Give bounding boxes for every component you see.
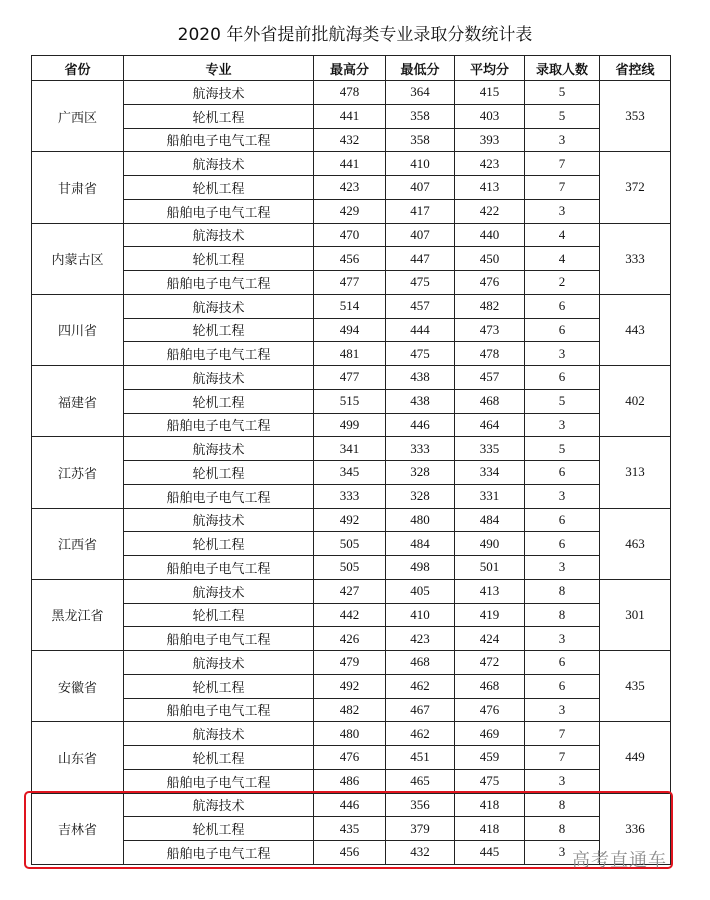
admit-count-cell: 6 (525, 651, 600, 675)
admit-count-cell: 3 (525, 413, 600, 437)
min-score-cell: 379 (386, 817, 455, 841)
major-cell: 航海技术 (124, 294, 314, 318)
admit-count-cell: 6 (525, 508, 600, 532)
max-score-cell: 477 (314, 271, 386, 295)
table-row (32, 437, 671, 461)
avg-score-cell: 423 (455, 152, 525, 176)
avg-score-cell: 418 (455, 793, 525, 817)
major-cell: 船舶电子电气工程 (124, 841, 314, 865)
min-score-cell: 438 (386, 366, 455, 390)
table-row (32, 176, 671, 200)
min-score-cell: 405 (386, 579, 455, 603)
admit-count-cell: 6 (525, 532, 600, 556)
control-line-cell: 301 (600, 579, 671, 650)
admit-count-cell: 7 (525, 722, 600, 746)
min-score-cell: 475 (386, 271, 455, 295)
avg-score-cell: 464 (455, 413, 525, 437)
admit-count-cell: 6 (525, 461, 600, 485)
major-cell: 轮机工程 (124, 318, 314, 342)
min-score-cell: 417 (386, 199, 455, 223)
min-score-cell: 446 (386, 413, 455, 437)
table-row (32, 294, 671, 318)
admit-count-cell: 3 (525, 841, 600, 865)
province-cell: 甘肃省 (32, 152, 124, 223)
major-cell: 轮机工程 (124, 603, 314, 627)
table-row (32, 271, 671, 295)
max-score-cell: 456 (314, 247, 386, 271)
avg-score-cell: 468 (455, 674, 525, 698)
min-score-cell: 498 (386, 556, 455, 580)
control-line-cell: 463 (600, 508, 671, 579)
admit-count-cell: 4 (525, 247, 600, 271)
table-row (32, 651, 671, 675)
table-row (32, 342, 671, 366)
table-row (32, 698, 671, 722)
avg-score-cell: 482 (455, 294, 525, 318)
page-title: 2020 年外省提前批航海类专业录取分数统计表 (177, 25, 533, 45)
avg-score-cell: 490 (455, 532, 525, 556)
avg-score-cell: 418 (455, 817, 525, 841)
major-cell: 航海技术 (124, 152, 314, 176)
max-score-cell: 441 (314, 104, 386, 128)
control-line-cell: 372 (600, 152, 671, 223)
table-row (32, 722, 671, 746)
min-score-cell: 444 (386, 318, 455, 342)
major-cell: 航海技术 (124, 508, 314, 532)
max-score-cell: 441 (314, 152, 386, 176)
admit-count-cell: 8 (525, 579, 600, 603)
province-cell: 江苏省 (32, 437, 124, 508)
max-score-cell: 486 (314, 769, 386, 793)
admit-count-cell: 7 (525, 152, 600, 176)
province-cell: 吉林省 (32, 793, 124, 864)
max-score-cell: 514 (314, 294, 386, 318)
header-admit-count: 录取人数 (525, 56, 600, 81)
admit-count-cell: 3 (525, 698, 600, 722)
admit-count-cell: 8 (525, 603, 600, 627)
min-score-cell: 423 (386, 627, 455, 651)
table-row (32, 579, 671, 603)
table-row (32, 532, 671, 556)
admit-count-cell: 3 (525, 342, 600, 366)
avg-score-cell: 419 (455, 603, 525, 627)
max-score-cell: 515 (314, 389, 386, 413)
table-row (32, 366, 671, 390)
max-score-cell: 426 (314, 627, 386, 651)
admit-count-cell: 7 (525, 746, 600, 770)
major-cell: 航海技术 (124, 651, 314, 675)
table-row (32, 603, 671, 627)
avg-score-cell: 415 (455, 81, 525, 105)
max-score-cell: 432 (314, 128, 386, 152)
province-cell: 四川省 (32, 294, 124, 365)
major-cell: 轮机工程 (124, 746, 314, 770)
major-cell: 船舶电子电气工程 (124, 627, 314, 651)
table-row (32, 484, 671, 508)
major-cell: 航海技术 (124, 81, 314, 105)
table-body (32, 81, 671, 865)
avg-score-cell: 475 (455, 769, 525, 793)
major-cell: 航海技术 (124, 366, 314, 390)
min-score-cell: 407 (386, 223, 455, 247)
table-row (32, 223, 671, 247)
avg-score-cell: 476 (455, 698, 525, 722)
control-line-cell: 435 (600, 651, 671, 722)
table-row (32, 104, 671, 128)
avg-score-cell: 472 (455, 651, 525, 675)
admit-count-cell: 8 (525, 817, 600, 841)
major-cell: 轮机工程 (124, 247, 314, 271)
min-score-cell: 475 (386, 342, 455, 366)
major-cell: 轮机工程 (124, 389, 314, 413)
table-row (32, 128, 671, 152)
table-row (32, 318, 671, 342)
province-cell: 黑龙江省 (32, 579, 124, 650)
admit-count-cell: 6 (525, 294, 600, 318)
table-row (32, 556, 671, 580)
major-cell: 航海技术 (124, 793, 314, 817)
min-score-cell: 364 (386, 81, 455, 105)
min-score-cell: 480 (386, 508, 455, 532)
province-cell: 福建省 (32, 366, 124, 437)
max-score-cell: 477 (314, 366, 386, 390)
major-cell: 船舶电子电气工程 (124, 698, 314, 722)
avg-score-cell: 331 (455, 484, 525, 508)
avg-score-cell: 413 (455, 176, 525, 200)
min-score-cell: 468 (386, 651, 455, 675)
max-score-cell: 333 (314, 484, 386, 508)
control-line-cell: 313 (600, 437, 671, 508)
avg-score-cell: 334 (455, 461, 525, 485)
header-control-line: 省控线 (600, 56, 671, 81)
major-cell: 船舶电子电气工程 (124, 271, 314, 295)
major-cell: 轮机工程 (124, 461, 314, 485)
table-row (32, 199, 671, 223)
max-score-cell: 429 (314, 199, 386, 223)
min-score-cell: 462 (386, 674, 455, 698)
avg-score-cell: 459 (455, 746, 525, 770)
admit-count-cell: 6 (525, 674, 600, 698)
avg-score-cell: 478 (455, 342, 525, 366)
min-score-cell: 462 (386, 722, 455, 746)
max-score-cell: 435 (314, 817, 386, 841)
major-cell: 航海技术 (124, 722, 314, 746)
min-score-cell: 328 (386, 484, 455, 508)
admit-count-cell: 3 (525, 627, 600, 651)
admit-count-cell: 3 (525, 484, 600, 508)
max-score-cell: 341 (314, 437, 386, 461)
header-avg-score: 平均分 (455, 56, 525, 81)
admit-count-cell: 4 (525, 223, 600, 247)
admit-count-cell: 3 (525, 556, 600, 580)
avg-score-cell: 450 (455, 247, 525, 271)
min-score-cell: 410 (386, 152, 455, 176)
major-cell: 船舶电子电气工程 (124, 128, 314, 152)
admit-count-cell: 6 (525, 366, 600, 390)
admit-count-cell: 3 (525, 199, 600, 223)
admit-count-cell: 5 (525, 104, 600, 128)
admit-count-cell: 3 (525, 128, 600, 152)
avg-score-cell: 473 (455, 318, 525, 342)
max-score-cell: 476 (314, 746, 386, 770)
admit-count-cell: 7 (525, 176, 600, 200)
major-cell: 航海技术 (124, 223, 314, 247)
header-min-score: 最低分 (386, 56, 455, 81)
major-cell: 船舶电子电气工程 (124, 413, 314, 437)
header-major: 专业 (124, 56, 314, 81)
header-province: 省份 (32, 56, 124, 81)
min-score-cell: 484 (386, 532, 455, 556)
min-score-cell: 410 (386, 603, 455, 627)
admit-count-cell: 6 (525, 318, 600, 342)
avg-score-cell: 403 (455, 104, 525, 128)
min-score-cell: 451 (386, 746, 455, 770)
min-score-cell: 328 (386, 461, 455, 485)
control-line-cell: 443 (600, 294, 671, 365)
major-cell: 轮机工程 (124, 176, 314, 200)
major-cell: 船舶电子电气工程 (124, 769, 314, 793)
table-row (32, 746, 671, 770)
province-cell: 内蒙古区 (32, 223, 124, 294)
major-cell: 船舶电子电气工程 (124, 556, 314, 580)
score-table (31, 55, 671, 865)
max-score-cell: 482 (314, 698, 386, 722)
major-cell: 轮机工程 (124, 817, 314, 841)
table-row (32, 413, 671, 437)
min-score-cell: 358 (386, 104, 455, 128)
table-row (32, 152, 671, 176)
avg-score-cell: 484 (455, 508, 525, 532)
control-line-cell: 333 (600, 223, 671, 294)
province-cell: 安徽省 (32, 651, 124, 722)
table-row (32, 389, 671, 413)
avg-score-cell: 501 (455, 556, 525, 580)
table-row (32, 674, 671, 698)
table-row (32, 627, 671, 651)
watermark-text: 高考直通车 (572, 850, 667, 871)
table-row (32, 461, 671, 485)
table-row (32, 81, 671, 105)
admit-count-cell: 8 (525, 793, 600, 817)
min-score-cell: 457 (386, 294, 455, 318)
max-score-cell: 480 (314, 722, 386, 746)
max-score-cell: 442 (314, 603, 386, 627)
avg-score-cell: 440 (455, 223, 525, 247)
major-cell: 航海技术 (124, 437, 314, 461)
table-row (32, 817, 671, 841)
min-score-cell: 438 (386, 389, 455, 413)
province-cell: 山东省 (32, 722, 124, 793)
min-score-cell: 467 (386, 698, 455, 722)
max-score-cell: 470 (314, 223, 386, 247)
table-row (32, 508, 671, 532)
min-score-cell: 356 (386, 793, 455, 817)
table-row (32, 793, 671, 817)
admit-count-cell: 5 (525, 437, 600, 461)
max-score-cell: 492 (314, 674, 386, 698)
header-max-score: 最高分 (314, 56, 386, 81)
max-score-cell: 499 (314, 413, 386, 437)
admit-count-cell: 2 (525, 271, 600, 295)
max-score-cell: 446 (314, 793, 386, 817)
avg-score-cell: 468 (455, 389, 525, 413)
province-cell: 江西省 (32, 508, 124, 579)
control-line-cell: 336 (600, 793, 671, 864)
min-score-cell: 465 (386, 769, 455, 793)
max-score-cell: 478 (314, 81, 386, 105)
max-score-cell: 492 (314, 508, 386, 532)
admit-count-cell: 5 (525, 389, 600, 413)
avg-score-cell: 445 (455, 841, 525, 865)
major-cell: 轮机工程 (124, 104, 314, 128)
avg-score-cell: 393 (455, 128, 525, 152)
avg-score-cell: 422 (455, 199, 525, 223)
table-row (32, 247, 671, 271)
avg-score-cell: 413 (455, 579, 525, 603)
avg-score-cell: 457 (455, 366, 525, 390)
major-cell: 轮机工程 (124, 532, 314, 556)
avg-score-cell: 424 (455, 627, 525, 651)
max-score-cell: 481 (314, 342, 386, 366)
admit-count-cell: 5 (525, 81, 600, 105)
control-line-cell: 353 (600, 81, 671, 152)
major-cell: 船舶电子电气工程 (124, 342, 314, 366)
max-score-cell: 345 (314, 461, 386, 485)
province-cell: 广西区 (32, 81, 124, 152)
max-score-cell: 423 (314, 176, 386, 200)
major-cell: 船舶电子电气工程 (124, 484, 314, 508)
table-header-row (32, 56, 671, 81)
control-line-cell: 449 (600, 722, 671, 793)
min-score-cell: 407 (386, 176, 455, 200)
max-score-cell: 494 (314, 318, 386, 342)
min-score-cell: 447 (386, 247, 455, 271)
avg-score-cell: 335 (455, 437, 525, 461)
min-score-cell: 358 (386, 128, 455, 152)
min-score-cell: 432 (386, 841, 455, 865)
max-score-cell: 456 (314, 841, 386, 865)
max-score-cell: 505 (314, 532, 386, 556)
max-score-cell: 505 (314, 556, 386, 580)
major-cell: 船舶电子电气工程 (124, 199, 314, 223)
avg-score-cell: 476 (455, 271, 525, 295)
major-cell: 轮机工程 (124, 674, 314, 698)
major-cell: 航海技术 (124, 579, 314, 603)
max-score-cell: 427 (314, 579, 386, 603)
table-row (32, 769, 671, 793)
min-score-cell: 333 (386, 437, 455, 461)
admit-count-cell: 3 (525, 769, 600, 793)
max-score-cell: 479 (314, 651, 386, 675)
control-line-cell: 402 (600, 366, 671, 437)
avg-score-cell: 469 (455, 722, 525, 746)
